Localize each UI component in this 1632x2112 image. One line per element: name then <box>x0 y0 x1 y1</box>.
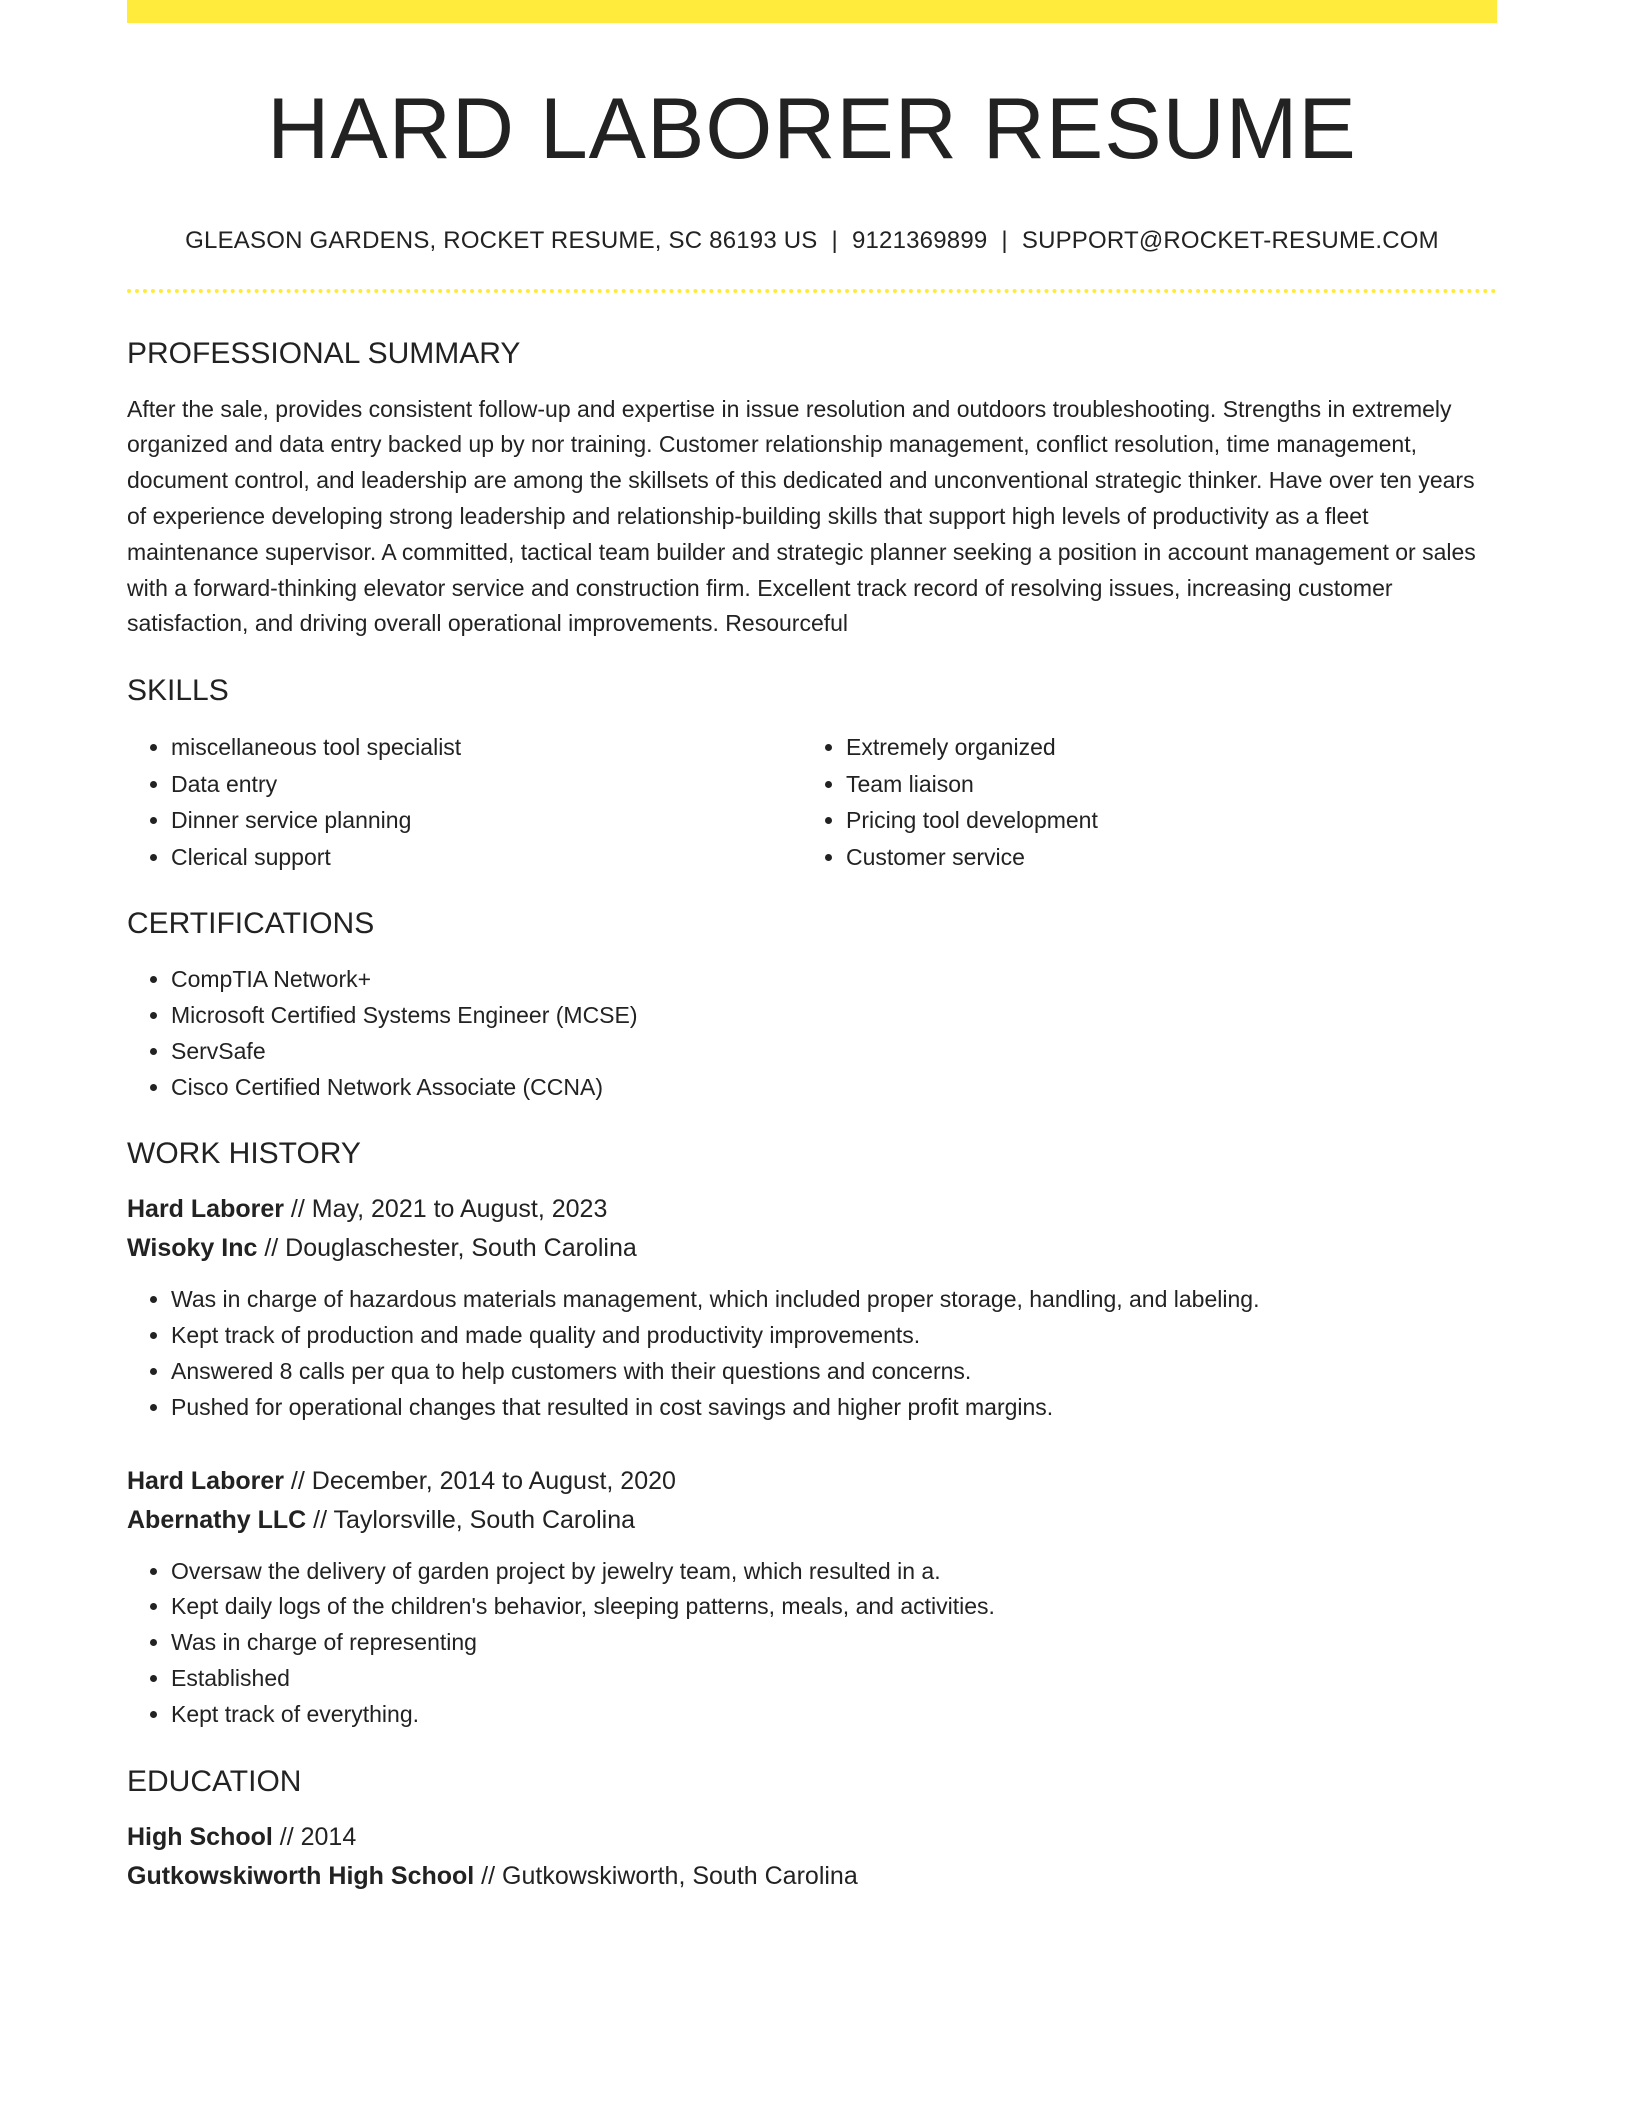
resume-title: HARD LABORER RESUME <box>267 81 1357 177</box>
certification-item: • CompTIA Network+ <box>171 962 1497 998</box>
education-degree-line <box>127 1818 1497 1857</box>
skill-item: • Pricing tool development <box>846 802 1477 839</box>
job-entry <box>127 1190 1497 1425</box>
skills-list <box>127 729 1497 875</box>
education-location: // Gutkowskiworth, South Carolina <box>474 1861 858 1890</box>
certifications-list <box>127 962 1497 1105</box>
job-entry <box>127 1462 1497 1733</box>
section-title-certifications: CERTIFICATIONS <box>127 907 375 941</box>
job-dates: // May, 2021 to August, 2023 <box>283 1195 608 1224</box>
section-title-skills: SKILLS <box>127 674 229 708</box>
education-degree: High School <box>127 1822 273 1851</box>
job-company: Abernathy LLC <box>127 1505 307 1534</box>
summary-text: After the sale, provides consistent follow-up and expertise in issue resolution and outdoors troubleshooting. Strengths in extremely organized and data entry backed up by nor training. Customer relationship management, conflict resolution, time management, document control, and leadership are among the skillsets of this dedicated and unconventional strategic thinker. Have over ten years of experience developing strong leadership and relationship-building skills that support high levels of productivity as a fleet maintenance supervisor. A committed, tactical team builder and strategic planner seeking a position in account management or sales with a forward-thinking elevator service and construction firm. Excellent track record of resolving issues, increasing customer satisfaction, and driving overall operational improvements. Resourceful <box>127 395 1476 637</box>
job-role: Hard Laborer <box>127 1466 284 1495</box>
contact-phone: 9121369899 <box>851 226 988 254</box>
job-bullet: • Answered 8 calls per qua to help customers with their questions and concerns. <box>171 1354 1497 1390</box>
section-title-work-history: WORK HISTORY <box>127 1137 361 1171</box>
skill-item: • Data entry <box>171 766 802 803</box>
job-bullet: • Was in charge of representing <box>171 1625 1497 1661</box>
header-divider <box>127 289 1497 293</box>
job-bullet: • Pushed for operational changes that resulted in cost savings and higher profit margins. <box>171 1390 1497 1426</box>
skills-column-left <box>127 729 802 875</box>
section-title-summary: PROFESSIONAL SUMMARY <box>127 336 521 370</box>
job-role-line <box>127 1190 1497 1229</box>
skill-item: • Customer service <box>846 839 1477 876</box>
job-bullet: • Oversaw the delivery of garden project by jewelry team, which resulted in a. <box>171 1554 1497 1590</box>
certification-item: • ServSafe <box>171 1034 1497 1070</box>
education-school-line <box>127 1857 1497 1896</box>
job-company: Wisoky Inc <box>127 1234 258 1263</box>
resume-page <box>127 0 1497 1896</box>
contact-separator: | <box>1001 226 1008 254</box>
skill-item: • Extremely organized <box>846 729 1477 766</box>
certification-item: • Microsoft Certified Systems Engineer (MCSE) <box>171 998 1497 1034</box>
job-company-line <box>127 1229 1497 1268</box>
job-bullet: • Kept track of production and made quality and productivity improvements. <box>171 1318 1497 1354</box>
job-dates: // December, 2014 to August, 2020 <box>283 1466 676 1495</box>
job-bullet: • Established <box>171 1661 1497 1697</box>
job-bullet: • Was in charge of hazardous materials management, which included proper storage, handling, and labeling. <box>171 1282 1497 1318</box>
education-school: Gutkowskiworth High School <box>127 1861 475 1890</box>
job-location: // Taylorsville, South Carolina <box>306 1505 636 1534</box>
skill-item: • Dinner service planning <box>171 802 802 839</box>
job-bullets <box>127 1282 1497 1425</box>
skill-item: • Clerical support <box>171 839 802 876</box>
education-entry <box>127 1818 1497 1896</box>
certification-item: • Cisco Certified Network Associate (CCNA) <box>171 1070 1497 1106</box>
job-role-line <box>127 1462 1497 1501</box>
job-bullet: • Kept track of everything. <box>171 1697 1497 1733</box>
contact-line <box>127 227 1497 255</box>
job-bullets <box>127 1554 1497 1733</box>
education-year: // 2014 <box>272 1822 357 1851</box>
top-accent-bar <box>127 0 1497 23</box>
contact-email: SUPPORT@ROCKET-RESUME.COM <box>1021 226 1439 254</box>
job-location: // Douglaschester, South Carolina <box>257 1234 637 1263</box>
contact-separator: | <box>831 226 838 254</box>
section-title-education: EDUCATION <box>127 1764 302 1798</box>
job-bullet: • Kept daily logs of the children's behavior, sleeping patterns, meals, and activities. <box>171 1589 1497 1625</box>
skill-item: • Team liaison <box>846 766 1477 803</box>
job-role: Hard Laborer <box>127 1195 284 1224</box>
contact-address: GLEASON GARDENS, ROCKET RESUME, SC 86193 US <box>185 226 818 254</box>
skill-item: • miscellaneous tool specialist <box>171 729 802 766</box>
job-company-line <box>127 1501 1497 1540</box>
skills-column-right <box>802 729 1477 875</box>
